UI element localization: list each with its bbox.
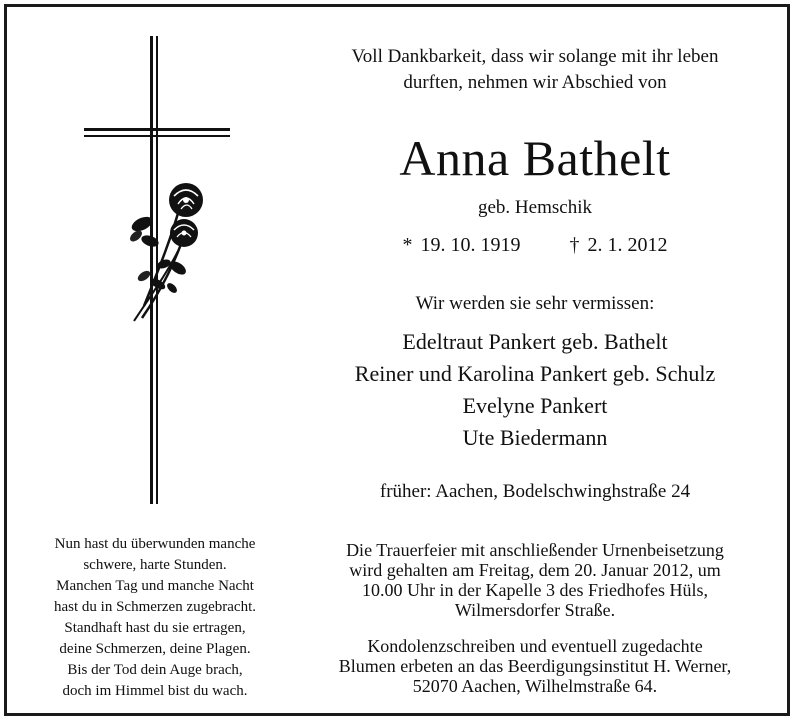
service-line: Wilmersdorfer Straße. bbox=[454, 600, 616, 620]
poem-line: Bis der Tod dein Auge brach, bbox=[67, 662, 243, 678]
condolence-line: 52070 Aachen, Wilhelmstraße 64. bbox=[412, 676, 658, 696]
service-line: wird gehalten am Freitag, dem 20. Januar 2012, um bbox=[349, 560, 721, 580]
birth-date: 19. 10. 1919 bbox=[420, 234, 521, 256]
intro-text bbox=[300, 44, 770, 96]
miss-line: Wir werden sie sehr vermissen: bbox=[415, 293, 655, 314]
service-line: Die Trauerfeier mit anschließender Urnenbeisetzung bbox=[346, 540, 724, 560]
poem-line: Manchen Tag und manche Nacht bbox=[56, 578, 254, 594]
mourner-name: Edeltraut Pankert geb. Bathelt bbox=[402, 329, 668, 354]
poem-line: deine Schmerzen, deine Plagen. bbox=[59, 641, 251, 657]
intro-line: durften, nehmen wir Abschied von bbox=[403, 72, 667, 93]
birth-date-group bbox=[403, 234, 526, 256]
condolence-info bbox=[300, 636, 770, 696]
intro-line: Voll Dankbarkeit, dass wir solange mit ihr leben bbox=[351, 46, 719, 67]
poem-line: hast du in Schmerzen zugebracht. bbox=[53, 599, 256, 615]
cross-with-roses bbox=[80, 36, 240, 506]
death-symbol: † bbox=[569, 234, 580, 256]
birth-symbol: * bbox=[402, 234, 413, 256]
birth-name: geb. Hemschik bbox=[478, 197, 592, 218]
memorial-poem bbox=[30, 534, 280, 702]
death-date: 2. 1. 2012 bbox=[587, 234, 668, 256]
former-address: früher: Aachen, Bodelschwinghstraße 24 bbox=[379, 481, 691, 502]
service-line: 10.00 Uhr in der Kapelle 3 des Friedhofes Hüls, bbox=[362, 580, 708, 600]
mourner-name: Evelyne Pankert bbox=[462, 393, 608, 418]
cross-icon bbox=[80, 36, 240, 506]
poem-line: schwere, harte Stunden. bbox=[83, 557, 227, 573]
life-dates bbox=[300, 232, 770, 258]
poem-line: Nun hast du überwunden manche bbox=[54, 536, 256, 552]
mourner-name: Reiner und Karolina Pankert geb. Schulz bbox=[354, 361, 716, 386]
mourners-list bbox=[300, 326, 770, 454]
condolence-line: Blumen erbeten an das Beerdigungsinstitut H. Werner, bbox=[338, 656, 732, 676]
funeral-service-info bbox=[300, 540, 770, 620]
poem-line: doch im Himmel bist du wach. bbox=[62, 683, 248, 699]
death-date-group bbox=[570, 234, 668, 256]
deceased-name: Anna Bathelt bbox=[399, 130, 671, 186]
mourner-name: Ute Biedermann bbox=[462, 425, 608, 450]
poem-line: Standhaft hast du sie ertragen, bbox=[64, 620, 246, 636]
roses-icon bbox=[128, 183, 203, 321]
condolence-line: Kondolenzschreiben und eventuell zugedachte bbox=[367, 636, 703, 656]
